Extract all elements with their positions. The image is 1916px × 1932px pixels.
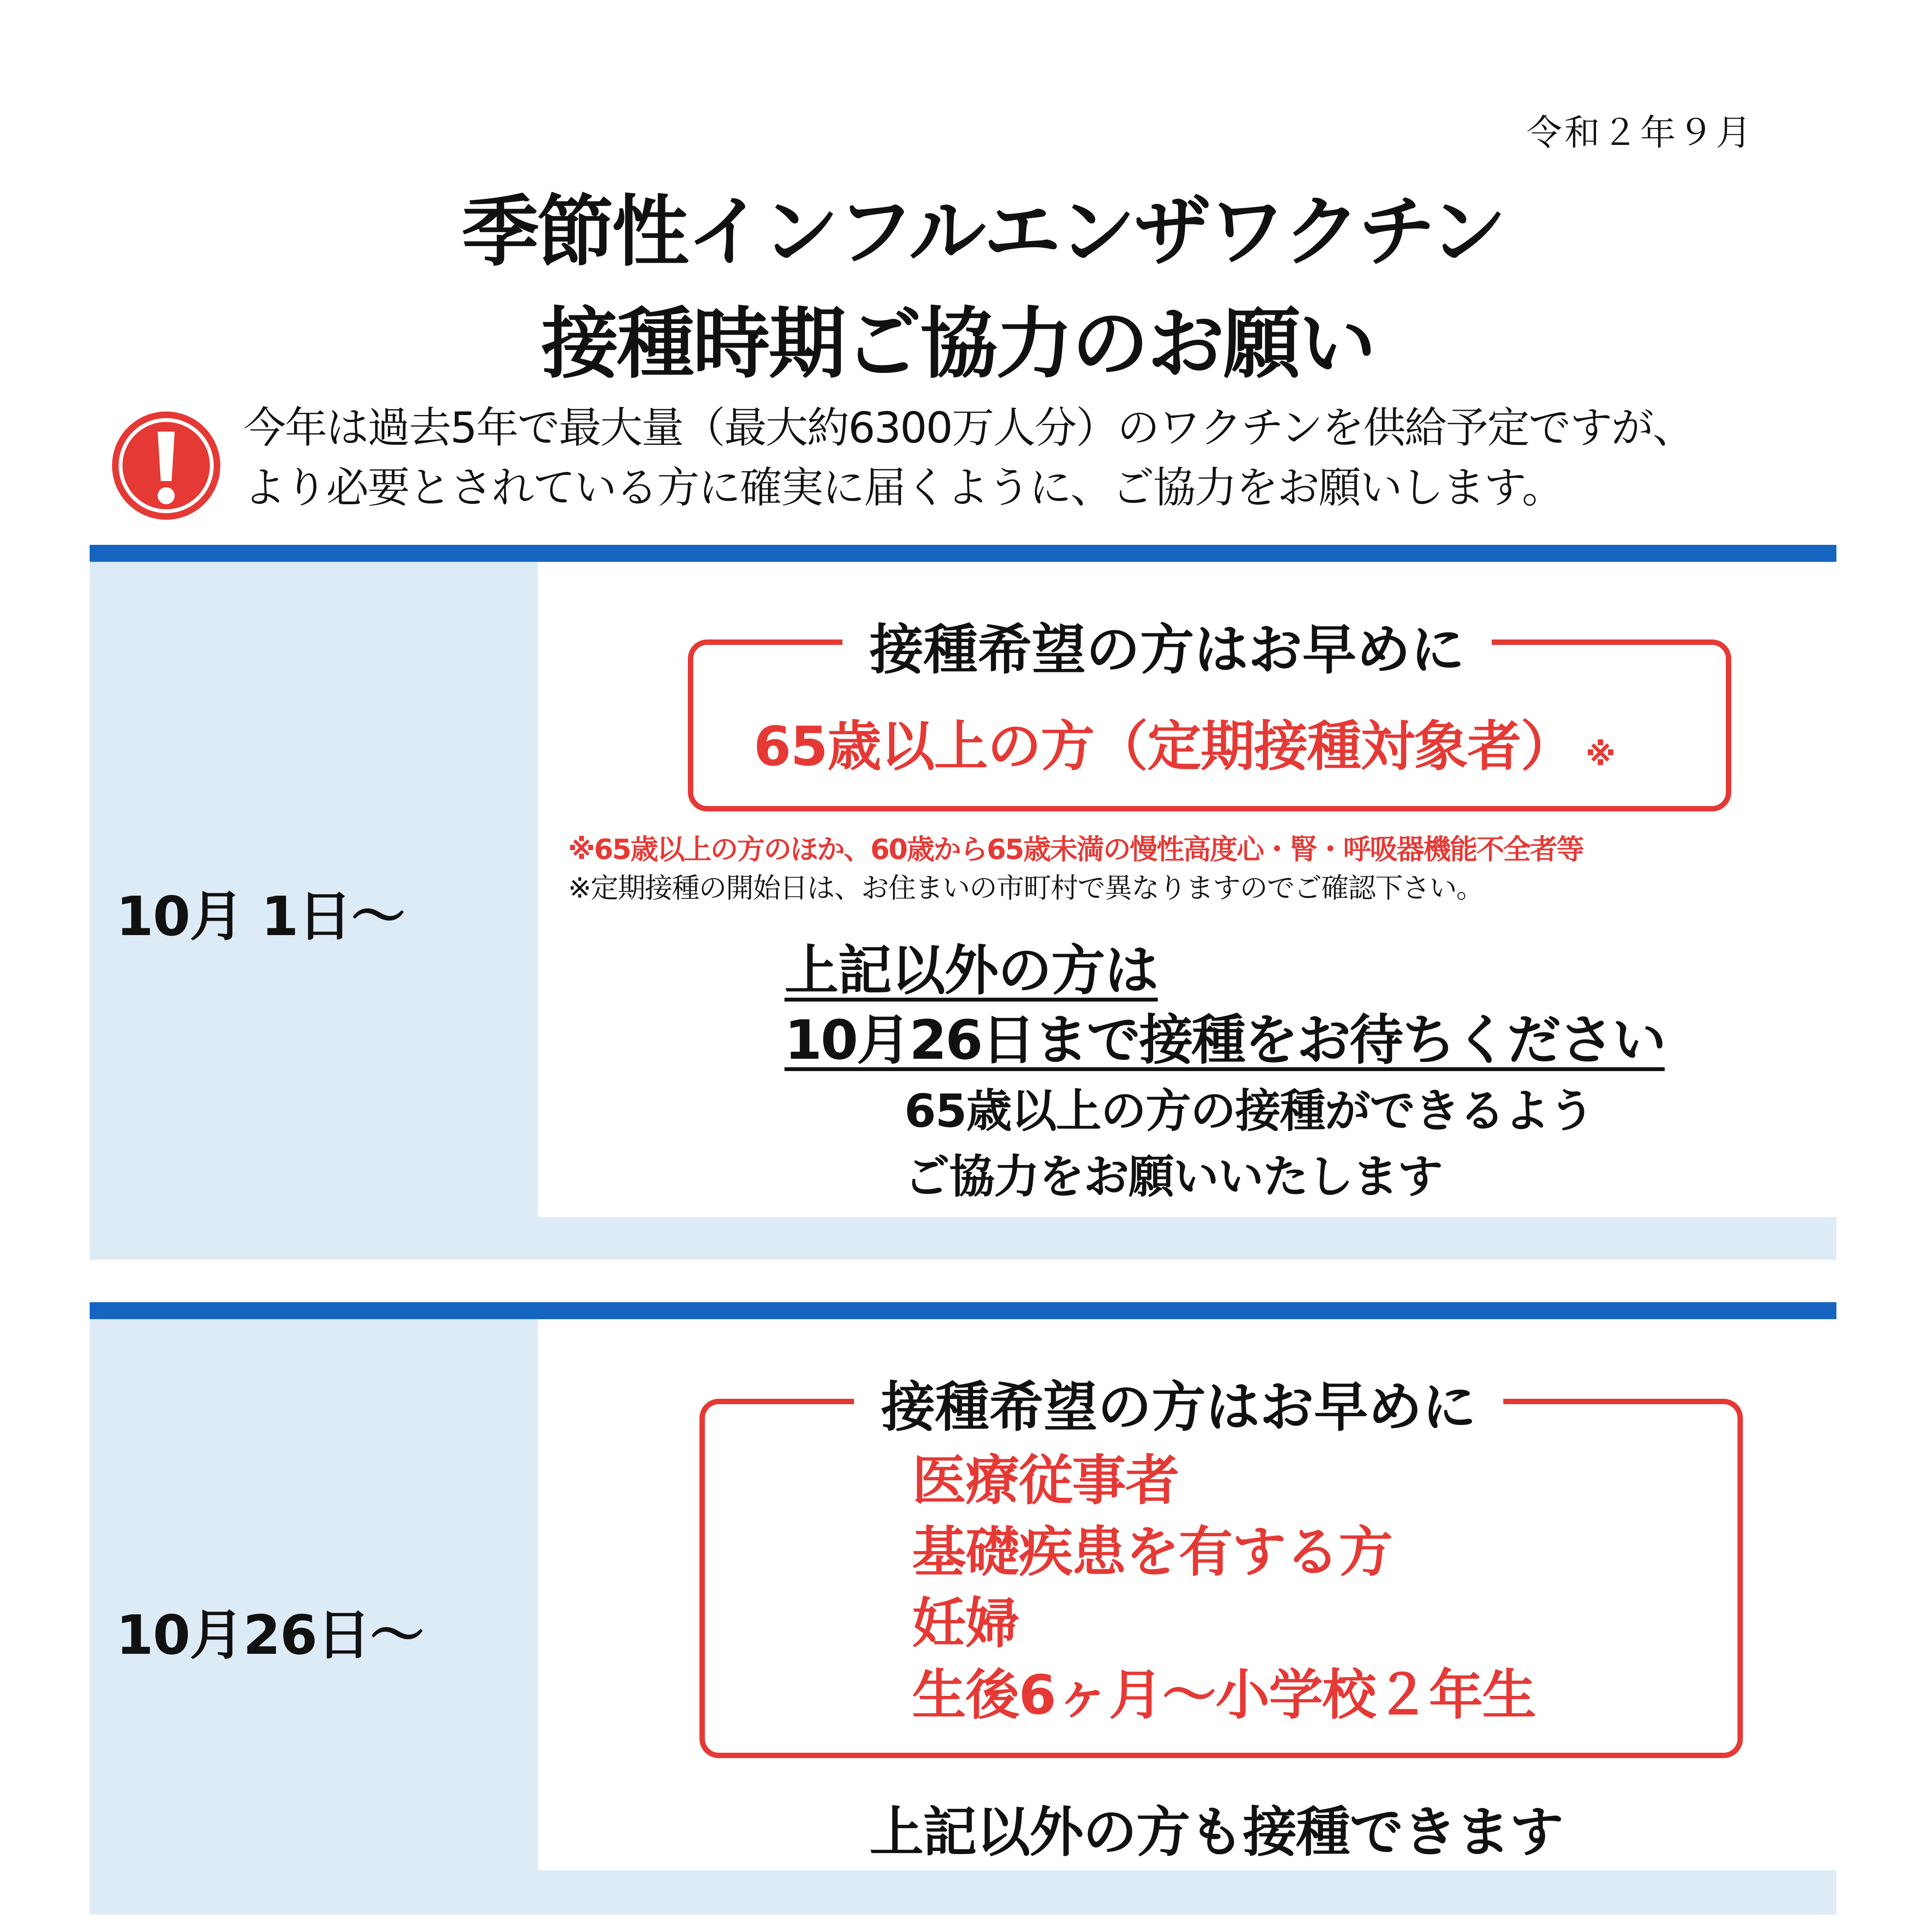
section1-top-bar	[90, 545, 1836, 562]
section1-target	[754, 703, 1615, 781]
section1-others-line2: 10月26日まで接種をお待ちください	[784, 1009, 1665, 1072]
section1-period: 10月 1日～	[116, 885, 405, 948]
section1-note: ※定期接種の開始日は、お住まいの市町村で異なりますのでご確認下さい。	[568, 872, 1484, 904]
section1-others-line3: 65歳以上の方の接種ができるよう	[904, 1084, 1594, 1138]
section1-box-heading: 接種希望の方はお早めに	[842, 607, 1492, 684]
section2-target-item: 生後6ヶ月～小学校２年生	[912, 1664, 1536, 1727]
section2-target-item: 基礎疾患を有する方	[912, 1521, 1392, 1584]
section1-target-mark: ※	[1585, 736, 1615, 772]
section2-target-item: 医療従事者	[912, 1449, 1179, 1512]
section2-others: 上記以外の方も接種できます	[870, 1801, 1563, 1864]
section1-note-red: ※65歳以上の方のほか、60歳から65歳未満の慢性高度心・腎・呼吸器機能不全者等	[568, 833, 1583, 866]
section1-target-text: 65歳以上の方（定期接種対象者）	[754, 715, 1574, 778]
issue-date: 令和２年９月	[1526, 112, 1754, 153]
intro-line2: より必要とされている方に確実に届くように、ご協力をお願いします。	[243, 463, 1564, 512]
section2-target-list	[912, 1445, 1535, 1731]
intro-text	[243, 398, 1694, 518]
section1-others-line1: 上記以外の方は	[784, 939, 1158, 1002]
section2-target-item: 妊婦	[912, 1592, 1019, 1655]
exclamation-circle-icon	[108, 408, 224, 524]
intro-line1: 今年は過去5年で最大量（最大約6300万人分）のワクチンを供給予定ですが、	[243, 403, 1694, 452]
page-title-line2: 接種時期ご協力のお願い	[541, 299, 1375, 389]
section1-others-line4: ご協力をお願いいたします	[904, 1150, 1443, 1203]
section2-top-bar	[90, 1302, 1836, 1319]
section2-box-heading: 接種希望の方はお早めに	[854, 1364, 1503, 1442]
section1-bottom-strip	[90, 1217, 1836, 1260]
section2-period: 10月26日～	[116, 1604, 424, 1667]
section2-bottom-strip	[90, 1870, 1836, 1915]
page-title-line1: 季節性インフルエンザワクチン	[461, 187, 1504, 277]
